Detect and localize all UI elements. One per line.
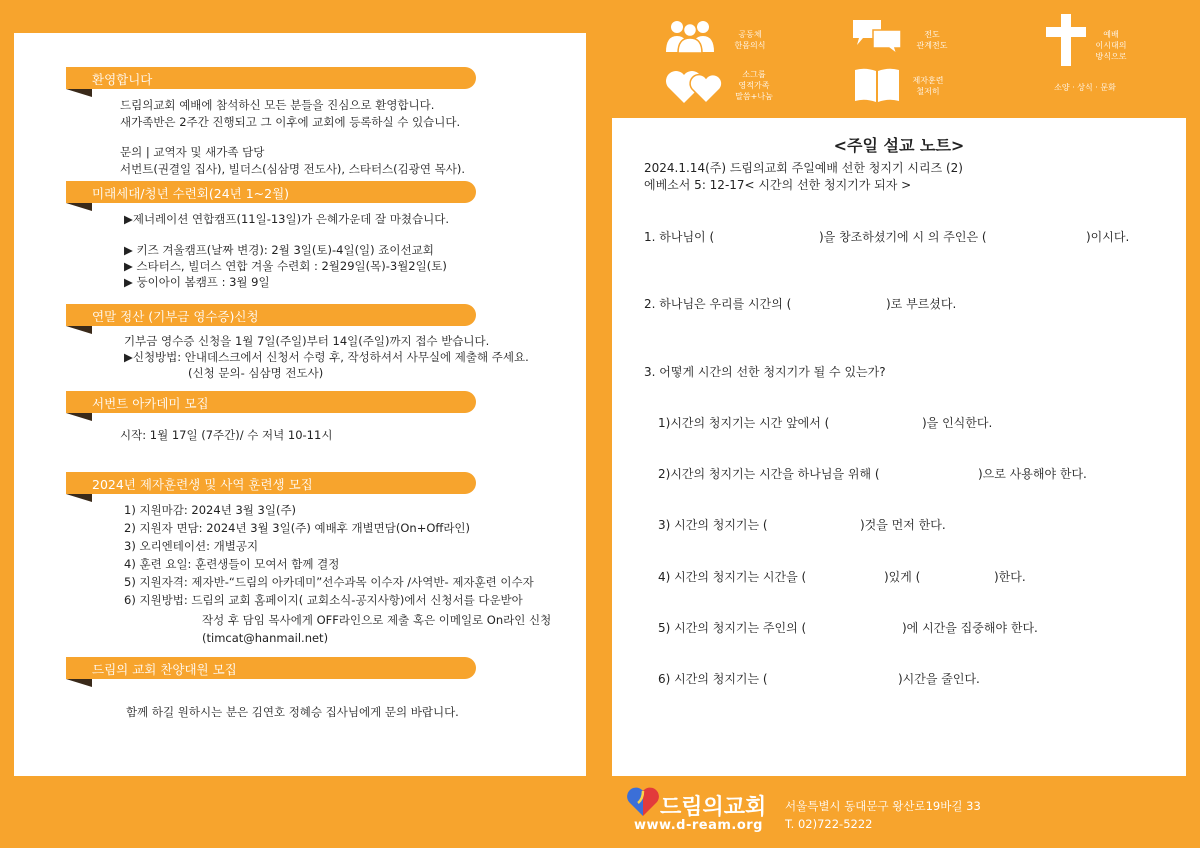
question-1-part-b: )을 창조하셨기에 시 의 주인은 (: [819, 230, 987, 244]
church-address-block: [785, 797, 981, 833]
section-header-retreat: [66, 181, 476, 205]
retreat-line-1: ▶제너레이션 연합캠프(11일-13일)가 은혜가운데 잘 마쳤습니다.: [124, 212, 450, 226]
book-icon: [853, 66, 901, 108]
welcome-line-1: 드림의교회 예배에 참석하신 모든 분들을 진심으로 환영합니다.: [120, 98, 435, 112]
question-3: 3. 어떻게 시간의 선한 청지기가 될 수 있는가?: [644, 365, 886, 379]
section-title: 연말 정산 (기부금 영수증)신청: [92, 309, 259, 324]
discipleship-line-6: 6) 지원방법: 드림의 교회 홈페이지( 교회소식-공지사항)에서 신청서를 다운받아: [124, 593, 523, 607]
discipleship-line-3: 3) 오리엔테이션: 개별공지: [124, 539, 259, 553]
tax-line-1: 기부금 영수증 신청을 1월 7일(주일)부터 14일(주일)까지 접수 받습니다.: [124, 334, 490, 348]
section-header-fold: [66, 89, 92, 97]
section-header-welcome: [66, 67, 476, 91]
notes-subtitle-2: 에베소서 5: 12-17< 시간의 선한 청지기가 되자 >: [644, 178, 912, 192]
church-phone: T. 02)722-5222: [785, 817, 873, 831]
sub-4-part-c: )한다.: [994, 570, 1026, 584]
church-logo-icon: [626, 785, 660, 821]
section-header-choir: [66, 657, 476, 681]
people-icon: [664, 18, 716, 58]
discipleship-line-4: 4) 훈련 요일: 훈련생들이 모여서 함께 결정: [124, 557, 340, 571]
welcome-line-5: 서번트(권결일 집사), 빌더스(심삼명 전도사), 스타터스(김광연 목사).: [120, 162, 465, 176]
sub-2-part-b: )으로 사용해야 한다.: [978, 467, 1087, 481]
sub-3-part-b: )것을 먼저 한다.: [860, 518, 946, 532]
speech-bubbles-icon: [851, 18, 903, 58]
section-header-fold: [66, 203, 92, 211]
hearts-icon-label: 소그룹 영적가족 말씀+나눔: [735, 70, 773, 101]
welcome-line-2: 새가족반은 2주간 진행되고 그 이후에 교회에 등록하실 수 있습니다.: [120, 115, 461, 129]
sub-2-part-a: 2)시간의 청지기는 시간을 하나님을 위해 (: [658, 467, 880, 481]
sub-6-part-b: )시간을 줄인다.: [898, 672, 980, 686]
discipleship-line-8: (timcat@hanmail.net): [202, 631, 329, 645]
question-1-part-a: 1. 하나님이 (: [644, 230, 715, 244]
sub-1-part-a: 1)시간의 청지기는 시간 앞에서 (: [658, 416, 830, 430]
retreat-line-5: ▶ 둥이아이 봄캠프 : 3월 9일: [124, 275, 270, 289]
speech-bubbles-icon-label: 전도 관계전도: [916, 30, 948, 50]
section-header-fold: [66, 494, 92, 502]
sub-1-part-b: )을 인식한다.: [922, 416, 993, 430]
book-icon-label: 제자훈련 철저히: [912, 76, 944, 96]
sub-5-part-b: )에 시간을 집중해야 한다.: [902, 621, 1038, 635]
section-header-discipleship: [66, 472, 476, 496]
tax-line-2: ▶신청방법: 안내데스크에서 신청서 수령 후, 작성하셔서 사무실에 제출해 주세요.: [124, 350, 529, 364]
notes-subtitle-1: 2024.1.14(주) 드림의교회 주일예배 선한 청지기 시리즈 (2): [644, 161, 963, 175]
section-header-fold: [66, 679, 92, 687]
retreat-line-4: ▶ 스타터스, 빌더스 연합 겨울 수련회 : 2월29일(목)-3월2일(토): [124, 259, 447, 273]
section-header-tax: [66, 304, 476, 328]
choir-line-1: 함께 하길 원하시는 분은 김연호 정혜승 집사님에게 문의 바랍니다.: [126, 705, 459, 719]
question-2-part-b: )로 부르셨다.: [886, 297, 957, 311]
discipleship-line-7: 작성 후 담임 목사에게 OFF라인으로 제출 혹은 이메일로 On라인 신청: [202, 613, 552, 627]
sub-6-part-a: 6) 시간의 청지기는 (: [658, 672, 768, 686]
section-title: 드림의 교회 찬양대원 모집: [92, 662, 237, 677]
hearts-icon: [664, 66, 724, 110]
sub-5-part-a: 5) 시간의 청지기는 주인의 (: [658, 621, 807, 635]
discipleship-line-2: 2) 지원자 면담: 2024년 3월 3일(주) 예배후 개별면담(On+Off라인): [124, 521, 471, 535]
sub-4-part-a: 4) 시간의 청지기는 시간을 (: [658, 570, 807, 584]
cross-icon-label: 예배 이시대의 방식으로: [1095, 30, 1127, 61]
sermon-notes-panel: [612, 118, 1186, 776]
cross-icon: [1046, 14, 1086, 70]
sub-4-part-b: )있게 (: [884, 570, 921, 584]
section-header-fold: [66, 326, 92, 334]
section-title: 서번트 아카데미 모집: [92, 396, 209, 411]
sub-3-part-a: 3) 시간의 청지기는 (: [658, 518, 768, 532]
question-1-part-c: )이시다.: [1086, 230, 1130, 244]
people-icon-label: 공동체 한몸의식: [734, 30, 766, 50]
culture-label: 소양 · 상식 · 문화: [1054, 83, 1116, 92]
church-url[interactable]: www.d-ream.org: [634, 818, 763, 833]
section-header-academy: [66, 391, 476, 415]
section-header-fold: [66, 413, 92, 421]
section-title: 2024년 제자훈련생 및 사역 훈련생 모집: [92, 477, 313, 492]
question-2-part-a: 2. 하나님은 우리를 시간의 (: [644, 297, 792, 311]
academy-line-1: 시작: 1월 17일 (7주간)/ 수 저녁 10-11시: [120, 428, 333, 442]
section-title: 미래세대/청년 수련회(24년 1~2월): [92, 186, 290, 201]
church-name: 드림의교회: [660, 795, 767, 820]
church-address: 서울특별시 동대문구 왕산로19바길 33: [785, 799, 981, 813]
notes-title: <주일 설교 노트>: [833, 136, 965, 155]
discipleship-line-5: 5) 지원자격: 제자반-“드림의 아카데미”선수과목 이수자 /사역반- 제자훈련 이수자: [124, 575, 534, 589]
tax-line-3: (신청 문의- 심삼명 전도사): [188, 366, 324, 380]
retreat-line-3: ▶ 키즈 겨울캠프(날짜 변경): 2월 3일(토)-4일(일) 죠이선교회: [124, 243, 434, 257]
welcome-line-4: 문의 | 교역자 및 새가족 담당: [120, 145, 265, 159]
discipleship-line-1: 1) 지원마감: 2024년 3월 3일(주): [124, 503, 297, 517]
section-title: 환영합니다: [92, 72, 153, 87]
